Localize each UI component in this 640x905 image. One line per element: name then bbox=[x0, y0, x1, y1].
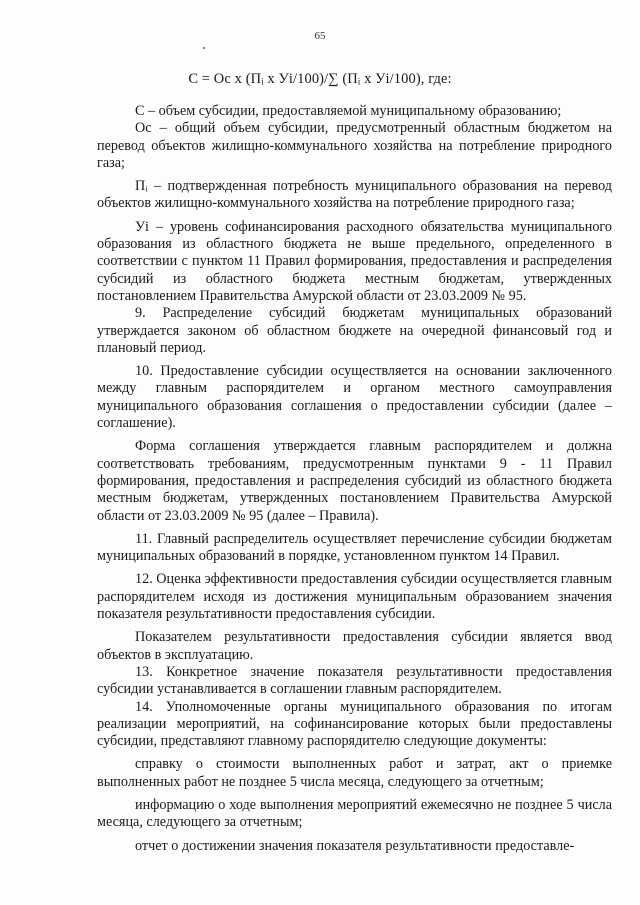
paragraph-c-definition: С – объем субсидии, предоставляемой муниципальному образованию; bbox=[135, 103, 562, 119]
paragraph-14: 14. Уполномоченные органы муниципального образования по итогам реализации мероприятий, на софинансирование которых были предоставлены субсидии, представляют главному распорядителю следующие документы: bbox=[97, 698, 612, 750]
paragraph-10: 10. Предоставление субсидии осуществляется на основании заключенного между главным распорядителем и органом местного самоуправления муниципального образования соглашения о предоставлении субсидии (далее – соглашение). bbox=[97, 363, 612, 432]
paragraph-agreement-form: Форма соглашения утверждается главным распорядителем и должна соответствовать требованиям, предусмотренным пунктами 9 - 11 Правил формирования, предоставления и распределения субсидий из областного бюджета местным бюджетам, утвержденных постановлением Правительства Амурской области от 23.03.2009 № 95 (далее – Правила). bbox=[97, 438, 612, 524]
scan-speck bbox=[203, 47, 205, 49]
paragraph-9: 9. Распределение субсидий бюджетам муниципальных образований утверждается законом об областном бюджете на очередной финансовый год и плановый период. bbox=[97, 305, 612, 356]
paragraph-cost-certificate: справку о стоимости выполненных работ и затрат, акт о приемке выполненных работ не позднее 5 числа месяца, следующего за отчетным; bbox=[97, 756, 612, 790]
page-number: 65 bbox=[314, 30, 326, 42]
paragraph-12: 12. Оценка эффективности предоставления субсидии осуществляется главным распорядителем исходя из достижения муниципальным образованием значения показателя результативности предоставления субсидии. bbox=[97, 571, 612, 623]
paragraph-oc-definition: Ос – общий объем субсидии, предусмотренный областным бюджетом на перевод объектов жилищно-коммунального хозяйства на потребление природного газа; bbox=[97, 120, 612, 171]
paragraph-11: 11. Главный распределитель осуществляет перечисление субсидии бюджетам муниципальных образований в порядке, установленном пунктом 14 Правил. bbox=[97, 530, 612, 565]
paragraph-ui-definition: Уі – уровень софинансирования расходного обязательства муниципального образования из областного бюджета не выше предельного, определенного в соответствии с пунктом 11 Правил формирования, предоставления и распределения субсидий из областного бюджета местным бюджетам, утвержденных постановлением Правительства Амурской области от 23.03.2009 № 95. bbox=[97, 218, 612, 304]
paragraph-indicator: Показателем результативности предоставления субсидии является ввод объектов в эксплуатацию. bbox=[97, 629, 612, 663]
paragraph-progress-info: информацию о ходе выполнения мероприятий ежемесячно не позднее 5 числа месяца, следующего за отчетным; bbox=[97, 796, 612, 831]
paragraph-13: 13. Конкретное значение показателя результативности предоставления субсидии устанавливается в соглашении главным распорядителем. bbox=[97, 663, 612, 698]
paragraph-report: отчет о достижении значения показателя результативности предоставле- bbox=[135, 837, 575, 854]
document-body bbox=[97, 103, 612, 855]
paragraph-pi-definition: Пᵢ – подтвержденная потребность муниципального образования на перевод объектов жилищно-коммунального хозяйства на потребление природного газа; bbox=[97, 178, 612, 212]
subsidy-formula: С = Ос х (Пᵢ х Уі/100)/∑ (Пᵢ х Уі/100), где: bbox=[188, 71, 452, 87]
